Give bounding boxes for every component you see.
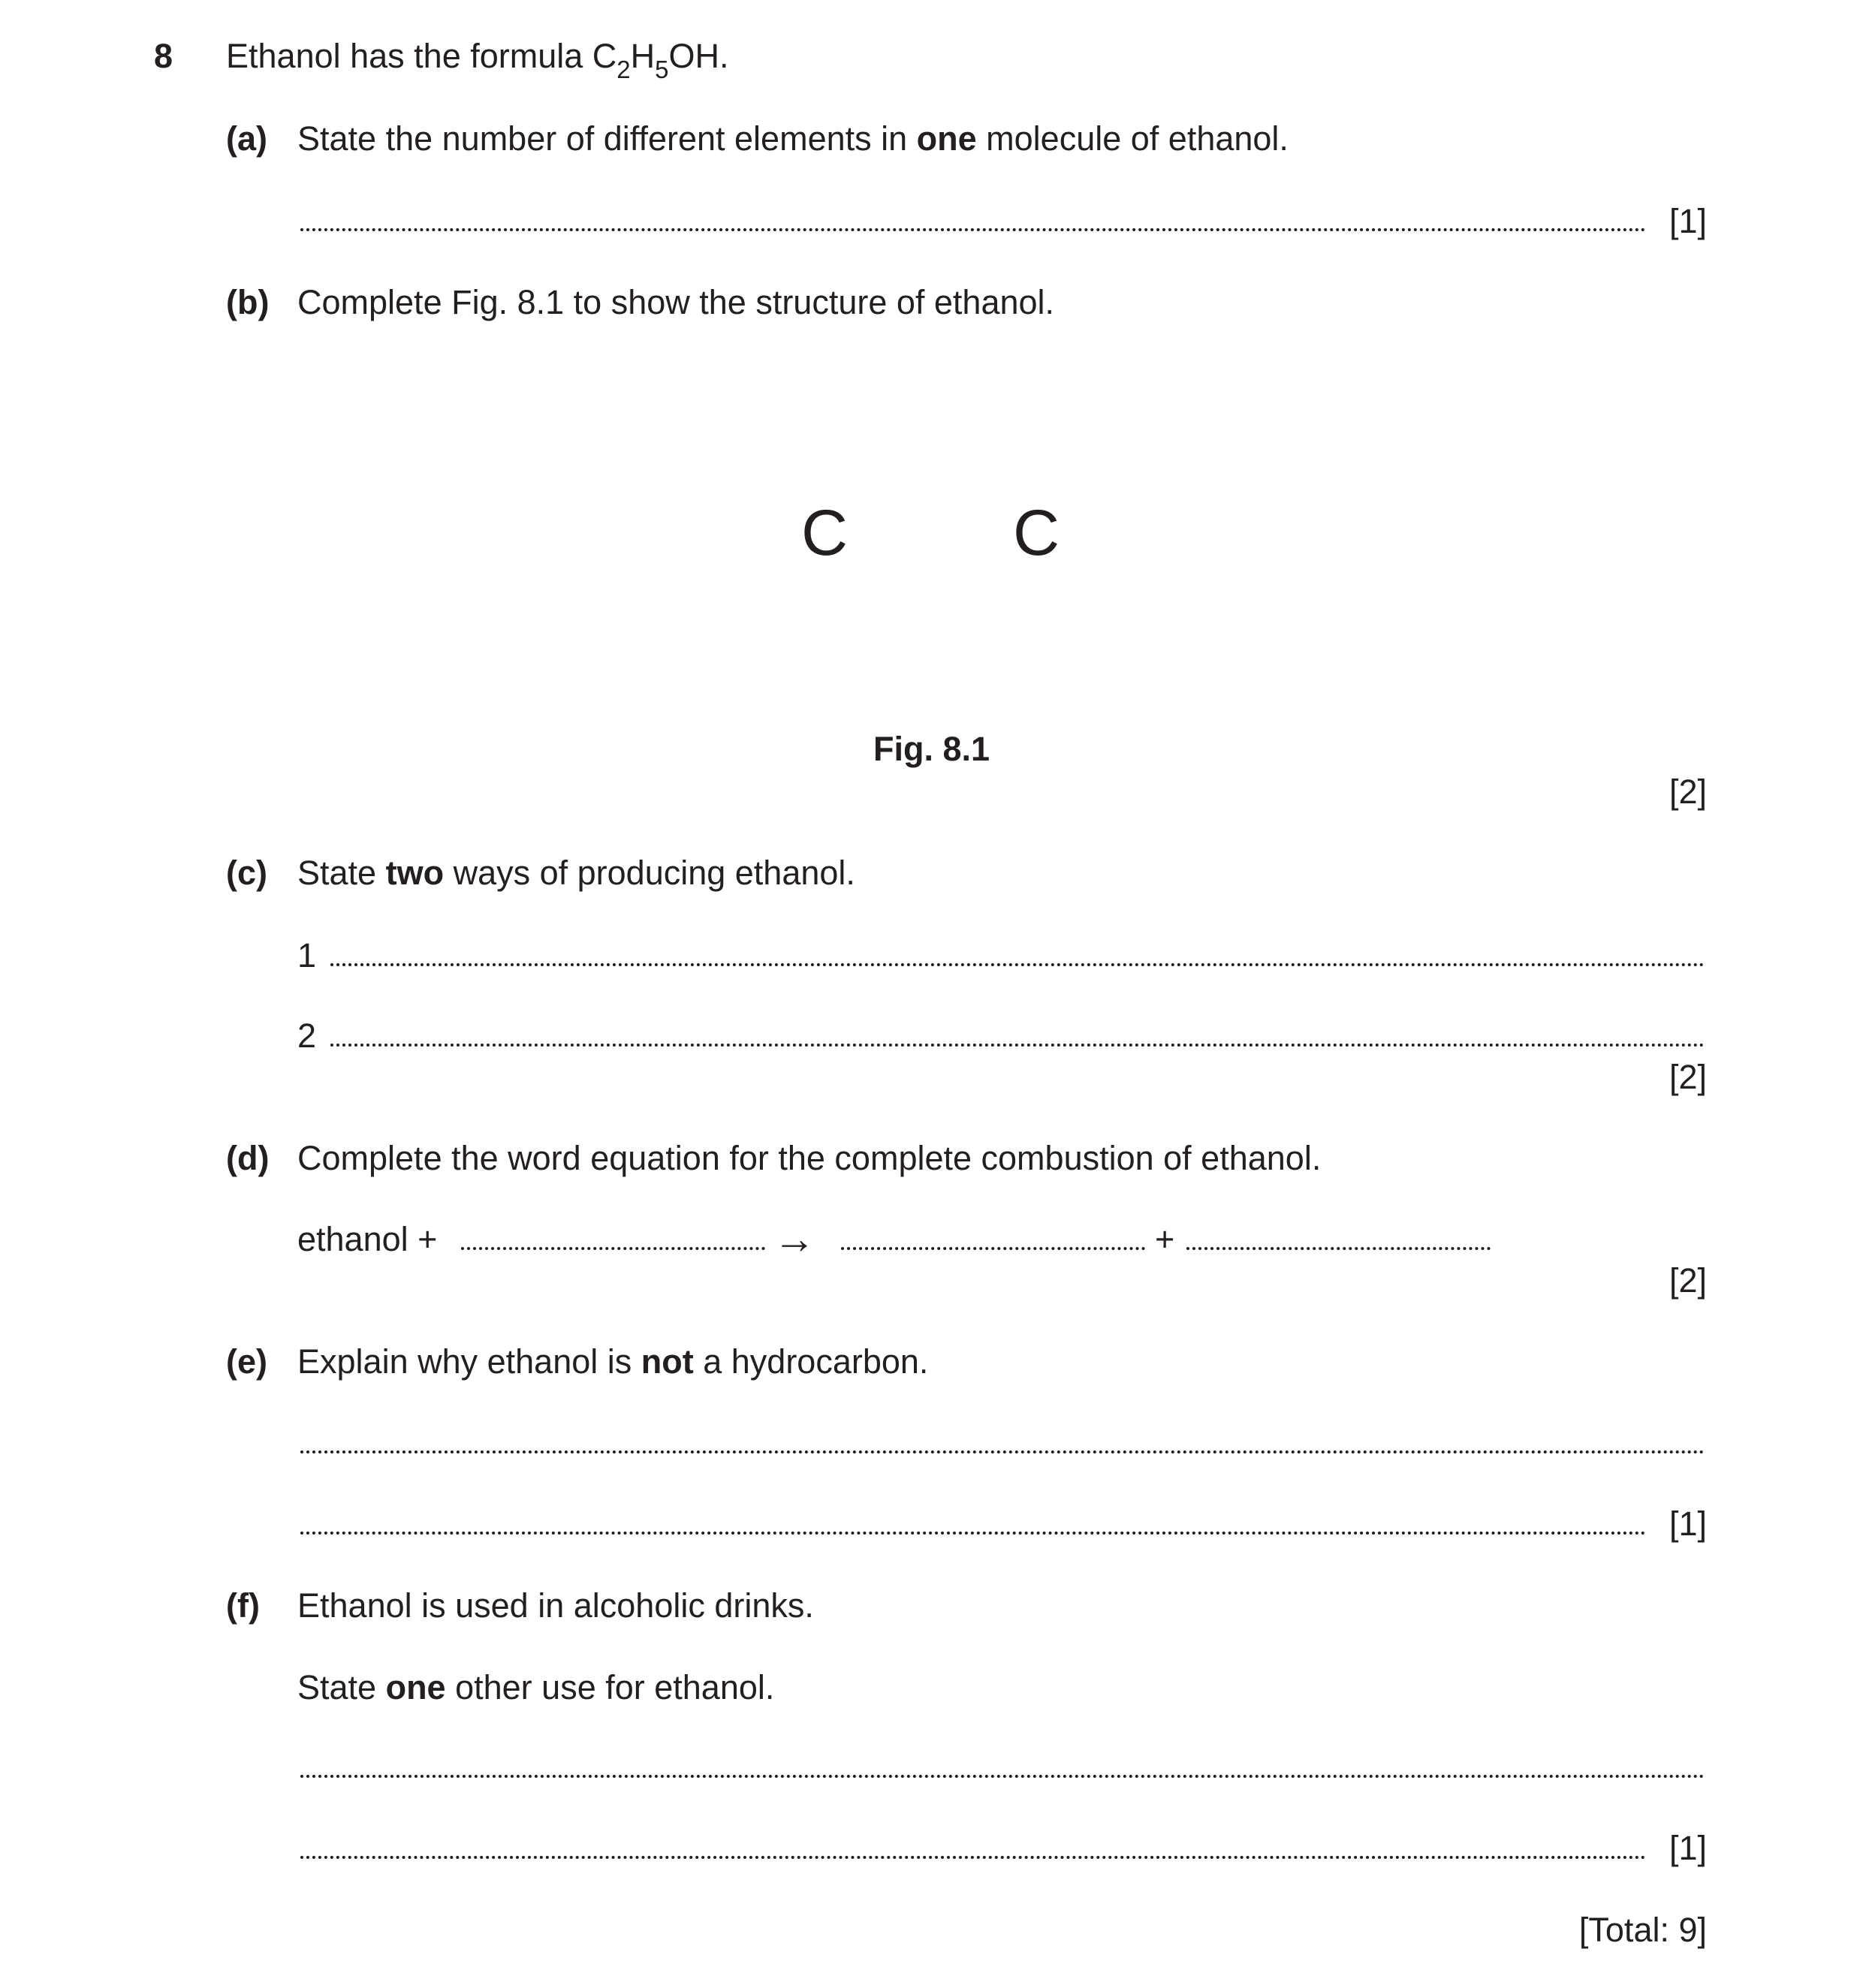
part-f-text-after: other use for ethanol. — [445, 1668, 775, 1706]
part-b-mark: [2] — [1669, 773, 1707, 811]
part-d-mark: [2] — [1669, 1261, 1707, 1300]
part-a-answer-line[interactable] — [300, 228, 1646, 231]
equation-reactant: ethanol + — [297, 1220, 438, 1258]
part-d-label: (d) — [226, 1139, 270, 1177]
part-c-emphasis: two — [385, 854, 445, 892]
part-c-question — [297, 856, 855, 890]
part-e-label: (e) — [226, 1342, 267, 1381]
part-a-text-after: molecule of ethanol. — [976, 119, 1289, 158]
stem-suffix: OH. — [668, 37, 729, 75]
part-e-answer-line-1[interactable] — [300, 1450, 1705, 1453]
part-a-emphasis: one — [916, 119, 977, 158]
carbon-atom-2: C — [1013, 497, 1060, 569]
part-b-question: Complete Fig. 8.1 to show the structure of ethanol. — [297, 283, 1055, 321]
part-f-context: Ethanol is used in alcoholic drinks. — [297, 1586, 814, 1625]
question-number: 8 — [154, 37, 173, 75]
figure-caption: Fig. 8.1 — [873, 730, 990, 768]
part-f-label: (f) — [226, 1586, 260, 1625]
part-a-label: (a) — [226, 119, 267, 158]
carbon-atom-1: C — [801, 497, 849, 569]
equation-plus: + — [1155, 1220, 1175, 1258]
part-a-mark: [1] — [1669, 202, 1707, 240]
part-e-mark: [1] — [1669, 1505, 1707, 1543]
total-marks: [Total: 9] — [1578, 1911, 1707, 1949]
part-b-label: (b) — [226, 283, 270, 321]
part-c-line-1-number: 1 — [297, 936, 317, 974]
equation-reactant-blank[interactable] — [461, 1247, 765, 1250]
part-e-question — [297, 1342, 929, 1381]
equation-product-2-blank[interactable] — [1186, 1247, 1491, 1250]
part-e-emphasis: not — [641, 1342, 694, 1381]
reaction-arrow: → — [773, 1215, 815, 1262]
part-c-line-2-number: 2 — [297, 1017, 317, 1055]
part-c-label: (c) — [226, 854, 267, 892]
stem-h: H — [630, 37, 656, 75]
part-e-answer-line-2[interactable] — [300, 1532, 1646, 1535]
part-e-text-after: a hydrocarbon. — [693, 1342, 929, 1381]
part-c-answer-line-2[interactable] — [330, 1044, 1705, 1047]
question-stem — [226, 37, 729, 83]
part-f-answer-line-2[interactable] — [300, 1856, 1646, 1859]
part-c-text-before: State — [297, 854, 386, 892]
subscript-2: 2 — [616, 56, 631, 83]
stem-text: Ethanol has the formula C — [226, 37, 617, 75]
part-f-answer-line-1[interactable] — [300, 1775, 1705, 1778]
part-f-mark: [1] — [1669, 1829, 1707, 1867]
part-f-emphasis: one — [385, 1668, 446, 1706]
part-a-question — [297, 119, 1289, 158]
part-d-question: Complete the word equation for the complete combustion of ethanol. — [297, 1139, 1322, 1177]
part-c-mark: [2] — [1669, 1058, 1707, 1096]
equation-product-1-blank[interactable] — [841, 1247, 1145, 1250]
subscript-5: 5 — [655, 56, 669, 83]
part-f-question — [297, 1670, 774, 1704]
part-f-text-before: State — [297, 1668, 386, 1706]
part-e-text-before: Explain why ethanol is — [297, 1342, 641, 1381]
part-c-answer-line-1[interactable] — [330, 963, 1705, 966]
part-a-text-before: State the number of different elements in — [297, 119, 917, 158]
part-c-text-after: ways of producing ethanol. — [444, 854, 855, 892]
